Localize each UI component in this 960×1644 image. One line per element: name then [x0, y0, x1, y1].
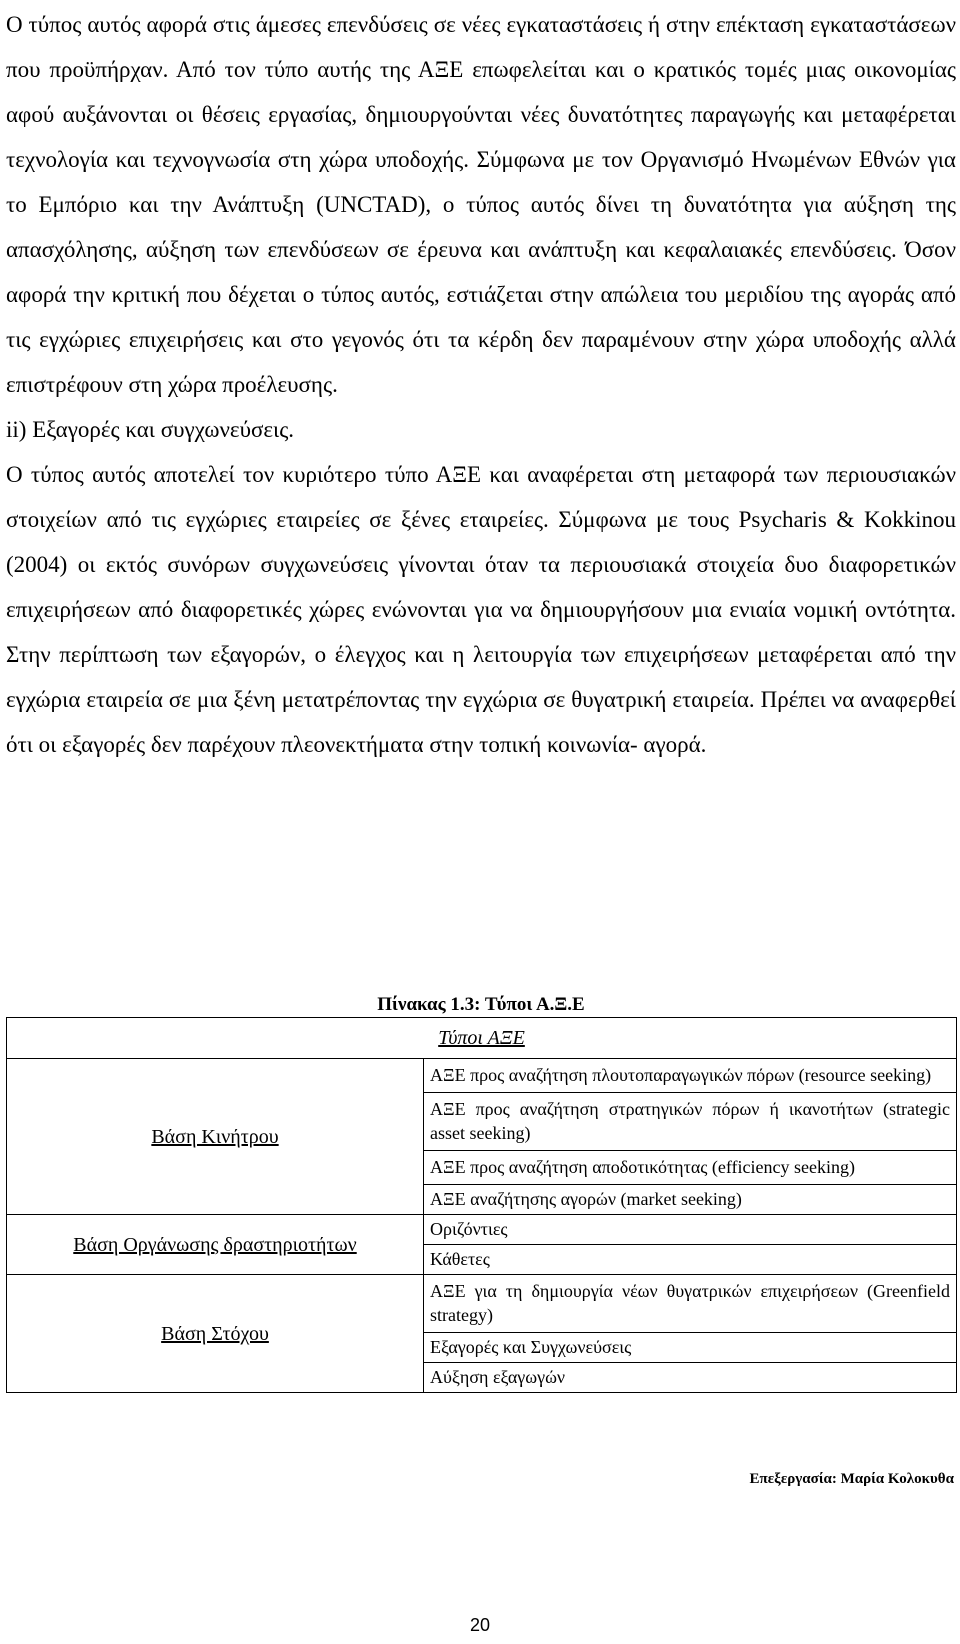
table-cell-item: ΑΞΕ προς αναζήτηση πλουτοπαραγωγικών πόρων (resource seeking) — [424, 1059, 957, 1093]
table-caption: Πίνακας 1.3: Τύποι Α.Ξ.Ε — [377, 994, 585, 1015]
table-cell-item: ΑΞΕ προς αναζήτηση στρατηγικών πόρων ή ικανοτήτων (strategic asset seeking) — [424, 1093, 957, 1151]
table-cell-item: Οριζόντιες — [424, 1215, 957, 1245]
table-cell-item: Αύξηση εξαγωγών — [424, 1363, 957, 1393]
category-objective-basis: Βάση Στόχου — [7, 1275, 424, 1393]
paragraph-1: Ο τύπος αυτός αφορά στις άμεσες επενδύσεις σε νέες εγκαταστάσεις ή στην επέκταση εγκαταστάσεων που προϋπήρχαν. Από τον τύπο αυτής της ΑΞΕ επωφελείται και ο κρατικός τομές μιας οικονομίας αφού αυξάνονται οι θέσεις εργασίας, δημιουργούνται νέες δυνατότητες παραγωγής και μεταφέρεται τεχνολογία και τεχνογνωσία στη χώρα υποδοχής. Σύμφωνα με τον Οργανισμό Ηνωμένων Εθνών για το Εμπόριο και την Ανάπτυξη (UNCTAD), ο τύπος αυτός δίνει τη δυνατότητα για αύξηση της απασχόλησης, αύξηση των επενδύσεων σε έρευνα και ανάπτυξη και κεφαλαιακές επενδύσεις. Όσον αφορά την κριτική που δέχεται ο τύπος αυτός, εστιάζεται στην απώλεια του μεριδίου της αγοράς από τις εγχώριες επιχειρήσεις και στο γεγονός ότι τα κέρδη δεν παραμένουν στην χώρα υποδοχής αλλά επιστρέφουν στη χώρα προέλευσης. — [6, 12, 956, 397]
table-row — [7, 1215, 957, 1245]
paragraph-2: Ο τύπος αυτός αποτελεί τον κυριότερο τύπο ΑΞΕ και αναφέρεται στη μεταφορά των περιουσιακών στοιχείων από τις εγχώριες εταιρείες σε ξένες εταιρείες. Σύμφωνα με τους Psycharis & Kokkinou (2004) οι εκτός συνόρων συγχωνεύσεις γίνονται όταν τα περιουσιακά στοιχεία δυο διαφορετικών επιχειρήσεων από διαφορετικές χώρες ενώνονται για να δημιουργήσουν μια ενιαία νομική οντότητα. Στην περίπτωση των εξαγορών, ο έλεγχος και η λειτουργία των επιχειρήσεων μεταφέρεται από την εγχώρια εταιρεία σε μια ξένη μετατρέποντας την εγχώρια σε θυγατρική εταιρεία. Πρέπει να αναφερθεί ότι οι εξαγορές δεν παρέχουν πλεονεκτήματα στην τοπική κοινωνία- αγορά. — [6, 462, 956, 757]
table-row — [7, 1275, 957, 1333]
category-organization-basis: Βάση Οργάνωσης δραστηριοτήτων — [7, 1215, 424, 1275]
category-motive-basis: Βάση Κινήτρου — [7, 1059, 424, 1215]
section-heading-acquisitions-mergers: ii) Εξαγορές και συγχωνεύσεις. — [6, 417, 295, 442]
table-header-row — [7, 1018, 957, 1059]
fdi-types-table — [6, 1017, 957, 1393]
table-row — [7, 1059, 957, 1093]
table-cell-item: ΑΞΕ αναζήτησης αγορών (market seeking) — [424, 1185, 957, 1215]
table-cell-item: ΑΞΕ προς αναζήτηση αποδοτικότητας (efficiency seeking) — [424, 1151, 957, 1185]
page-number: 20 — [469, 1615, 491, 1635]
body-text — [6, 2, 956, 767]
table-cell-item: ΑΞΕ για τη δημιουργία νέων θυγατρικών επιχειρήσεων (Greenfield strategy) — [424, 1275, 957, 1333]
table-header: Τύποι ΑΞΕ — [7, 1018, 957, 1059]
table-cell-item: Κάθετες — [424, 1245, 957, 1275]
table-cell-item: Εξαγορές και Συγχωνεύσεις — [424, 1333, 957, 1363]
table-credit: Επεξεργασία: Μαρία Κολοκυθα — [749, 1471, 954, 1487]
